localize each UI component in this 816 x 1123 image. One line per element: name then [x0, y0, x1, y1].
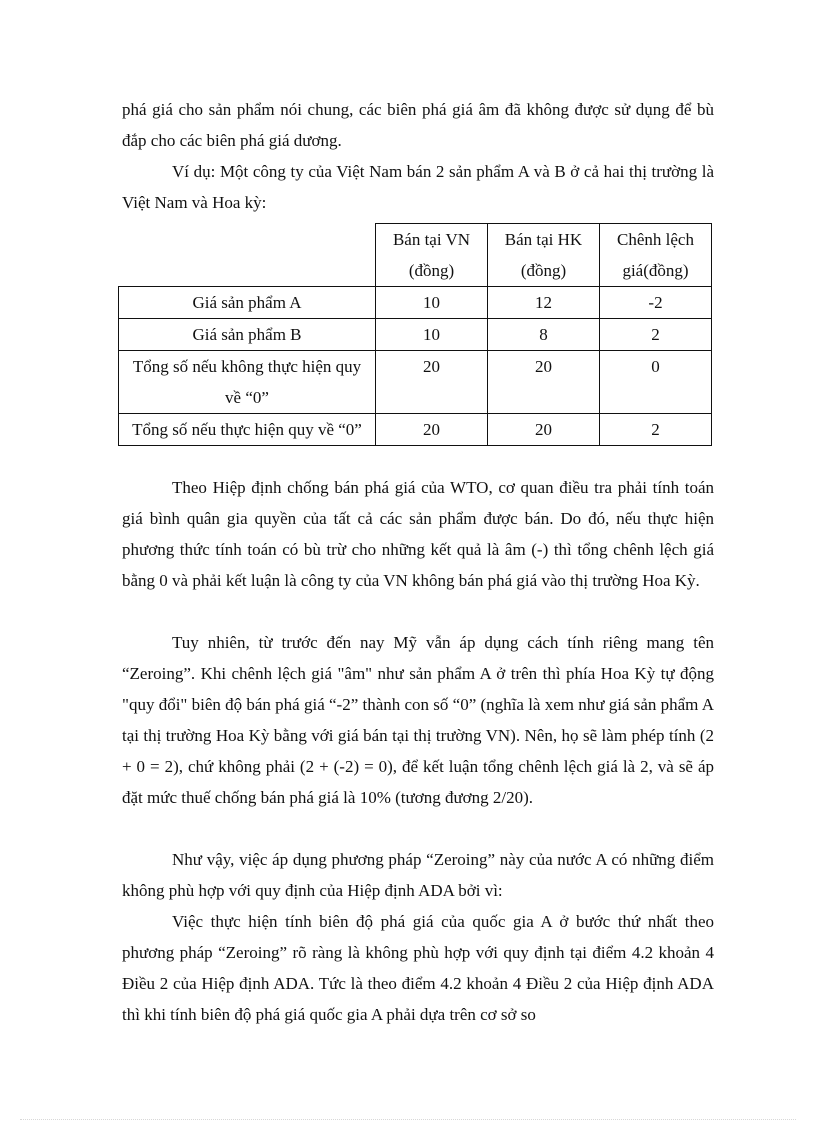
table-cell: 12 — [488, 287, 600, 319]
table-cell: 2 — [600, 414, 712, 446]
table-header-row — [119, 224, 712, 287]
table-row-label: Giá sản phẩm A — [119, 287, 376, 319]
price-comparison-table — [118, 223, 712, 446]
table-cell: 10 — [376, 287, 488, 319]
paragraph-wto: Theo Hiệp định chống bán phá giá của WTO, cơ quan điều tra phải tính toán giá bình quân gia quyền của tất cả các sản phẩm được bán. Do đó, nếu thực hiện phương thức tính toán có bù trừ cho những kết quả là âm (-) thì tổng chênh lệch giá bằng 0 và phải kết luận là công ty của VN không bán phá giá vào thị trường Hoa Kỳ. — [122, 478, 714, 590]
table-header-cell: Bán tại HK (đồng) — [488, 224, 600, 287]
footer-divider — [20, 1119, 796, 1120]
table-header-cell: Bán tại VN (đồng) — [376, 224, 488, 287]
table-cell: 2 — [600, 319, 712, 351]
table-cell: 20 — [488, 351, 600, 414]
table-cell: 20 — [376, 351, 488, 414]
paragraph-zeroing: Tuy nhiên, từ trước đến nay Mỹ vẫn áp dụng cách tính riêng mang tên “Zeroing”. Khi chênh lệch giá "âm" như sản phẩm A ở trên thì phía Hoa Kỳ tự động "quy đổi" biên độ bán phá giá “-2” thành con số “0” (nghĩa là xem như giá sản phẩm A tại thị trường Hoa Kỳ bằng với giá bán tại thị trường VN). Nên, họ sẽ làm phép tính (2 + 0 = 2), chứ không phải (2 + (-2) = 0), để kết luận tổng chênh lệch giá là 2, và sẽ áp đặt mức thuế chống bán phá giá là 10% (tương đương 2/20). — [122, 633, 714, 807]
table-row — [119, 351, 712, 414]
table-row — [119, 319, 712, 351]
paragraph-example: Ví dụ: Một công ty của Việt Nam bán 2 sản phẩm A và B ở cả hai thị trường là Việt Nam và Hoa kỳ: — [122, 162, 714, 212]
table-row-label: Tổng số nếu không thực hiện quy về “0” — [119, 351, 376, 414]
table-header-cell: Chênh lệch giá(đồng) — [600, 224, 712, 287]
paragraph-conclusion: Như vậy, việc áp dụng phương pháp “Zeroing” này của nước A có những điểm không phù hợp với quy định của Hiệp định ADA bởi vì: — [122, 850, 714, 900]
table-row — [119, 287, 712, 319]
table-row — [119, 414, 712, 446]
table-cell: 20 — [376, 414, 488, 446]
table-cell: 20 — [488, 414, 600, 446]
table-row-label: Giá sản phẩm B — [119, 319, 376, 351]
table-cell: 0 — [600, 351, 712, 414]
table-row-label: Tổng số nếu thực hiện quy về “0” — [119, 414, 376, 446]
table-header-empty — [119, 224, 376, 287]
paragraph-analysis: Việc thực hiện tính biên độ phá giá của quốc gia A ở bước thứ nhất theo phương pháp “Zeroing” rõ ràng là không phù hợp với quy định tại điểm 4.2 khoản 4 Điều 2 của Hiệp định ADA. Tức là theo điểm 4.2 khoản 4 Điều 2 của Hiệp định ADA thì khi tính biên độ phá giá quốc gia A phải dựa trên cơ sở so — [122, 912, 714, 1024]
table-cell: -2 — [600, 287, 712, 319]
paragraph-intro: phá giá cho sản phẩm nói chung, các biên phá giá âm đã không được sử dụng để bù đắp cho các biên phá giá dương. — [122, 100, 714, 150]
table-cell: 8 — [488, 319, 600, 351]
table-cell: 10 — [376, 319, 488, 351]
